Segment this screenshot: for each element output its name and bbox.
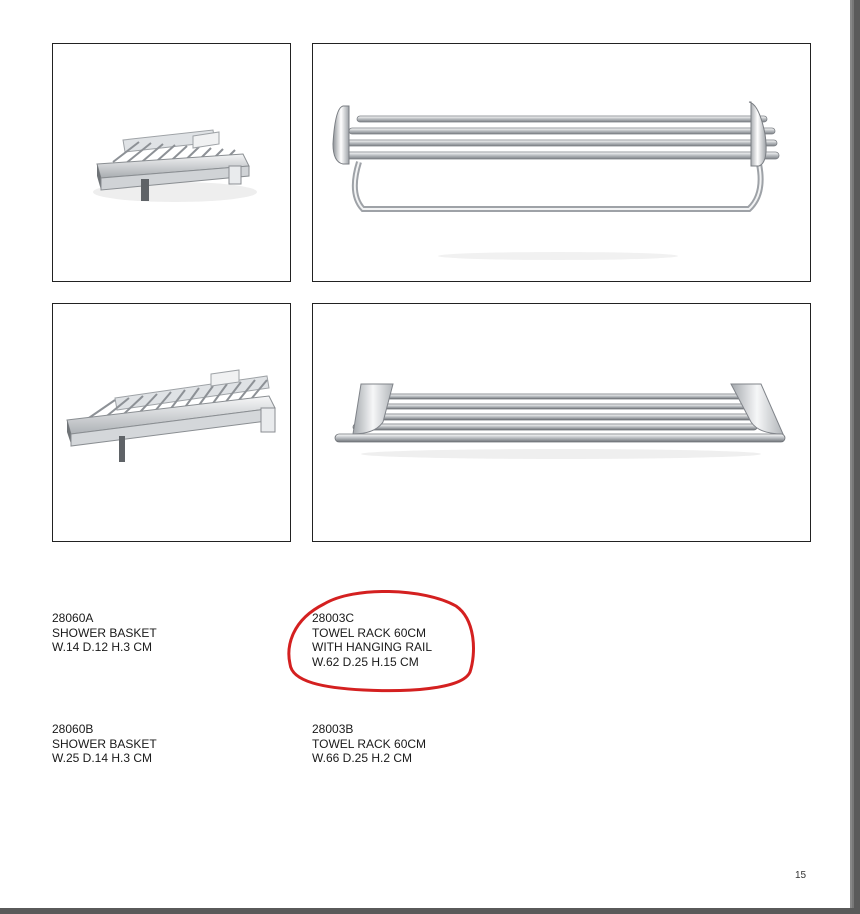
towel-rack-with-rail-image xyxy=(313,44,811,282)
towel-rack-image xyxy=(313,304,811,542)
product-name: SHOWER BASKET xyxy=(52,736,157,751)
product-caption-28003b xyxy=(312,722,426,766)
image-frame-shower-basket-small xyxy=(52,43,291,282)
product-code: 28003C xyxy=(312,611,355,625)
shower-basket-small-image xyxy=(53,44,291,282)
image-frame-towel-rack-with-rail xyxy=(312,43,811,282)
image-frame-shower-basket-large xyxy=(52,303,291,542)
product-caption-28060b xyxy=(52,722,157,766)
product-name-line-2: WITH HANGING RAIL xyxy=(312,640,433,654)
image-frame-towel-rack xyxy=(312,303,811,542)
product-name: SHOWER BASKET xyxy=(52,625,157,640)
product-code: 28003B xyxy=(312,722,354,736)
product-name: TOWEL RACK 60CM xyxy=(312,736,427,751)
red-highlight-circle xyxy=(284,586,478,696)
product-dimensions: W.25 D.14 H.3 CM xyxy=(52,751,153,765)
product-code: 28060A xyxy=(52,611,94,625)
product-name: TOWEL RACK 60CM xyxy=(312,625,427,640)
product-dimensions: W.66 D.25 H.2 CM xyxy=(312,751,413,765)
shower-basket-large-image xyxy=(53,304,291,542)
product-dimensions: W.14 D.12 H.3 CM xyxy=(52,640,153,654)
page-number: 15 xyxy=(795,870,807,881)
product-dimensions: W.62 D.25 H.15 CM xyxy=(312,654,419,669)
product-caption-28060a xyxy=(52,611,157,655)
product-code: 28060B xyxy=(52,722,94,736)
